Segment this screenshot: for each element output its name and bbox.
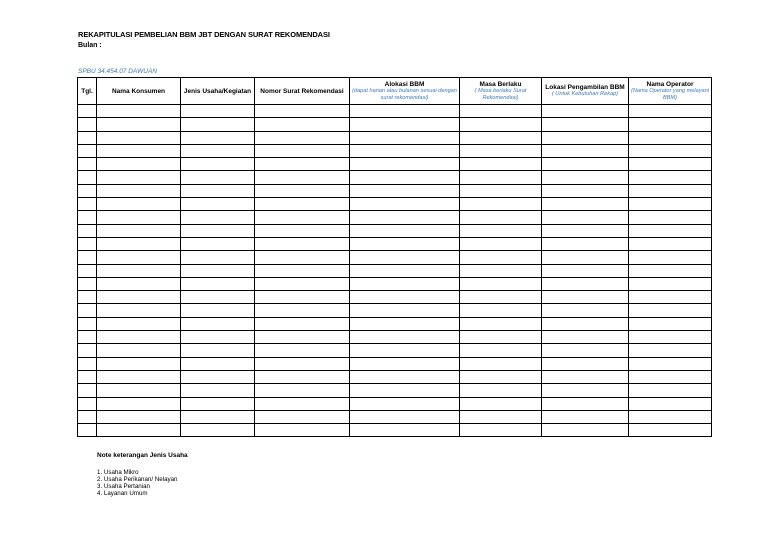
table-cell[interactable] [350,424,460,437]
table-cell[interactable] [542,198,629,211]
col-subheader-masa-berlaku: ( Masa berlaku Surat Rekomendasi) [474,88,527,101]
table-cell[interactable] [350,304,460,317]
table-cell[interactable] [350,211,460,224]
table-cell[interactable] [542,211,629,224]
table-cell[interactable] [97,224,181,237]
col-subheader-lokasi-pengambilan: ( Untuk Kebutuhan Rekap) [551,91,619,98]
table-cell[interactable] [542,264,629,277]
table-cell[interactable] [460,171,542,184]
table-cell[interactable] [460,410,542,423]
table-cell[interactable] [97,144,181,157]
table-cell[interactable] [460,131,542,144]
table-cell[interactable] [460,357,542,370]
table-cell[interactable] [255,397,350,410]
table-body [78,105,712,437]
table-cell[interactable] [350,384,460,397]
table-cell[interactable] [629,397,712,410]
table-cell[interactable] [542,171,629,184]
table-cell[interactable] [78,184,97,197]
table-cell[interactable] [181,331,255,344]
table-cell[interactable] [629,131,712,144]
table-cell[interactable] [255,251,350,264]
table-cell[interactable] [97,317,181,330]
table-row [78,251,712,264]
table-cell[interactable] [542,105,629,118]
col-header-tgl: Tgl. [78,78,97,105]
table-cell[interactable] [350,410,460,423]
table-cell[interactable] [97,277,181,290]
note-item: 2. Usaha Perikanan/ Nelayan [97,476,178,483]
col-header-masa-berlaku: Masa Berlaku ( Masa berlaku Surat Rekomendasi) [460,78,542,105]
table-cell[interactable] [181,144,255,157]
table-cell[interactable] [350,118,460,131]
table-cell[interactable] [629,264,712,277]
table-cell[interactable] [97,118,181,131]
table-cell[interactable] [181,384,255,397]
table-cell[interactable] [460,251,542,264]
table-cell[interactable] [542,344,629,357]
table-cell[interactable] [78,211,97,224]
table-cell[interactable] [181,184,255,197]
table-cell[interactable] [97,251,181,264]
table-cell[interactable] [542,131,629,144]
table-cell[interactable] [97,237,181,250]
table-cell[interactable] [542,357,629,370]
note-item: 3. Usaha Pertanian [97,483,150,490]
table-cell[interactable] [460,304,542,317]
table-cell[interactable] [460,198,542,211]
table-cell[interactable] [350,331,460,344]
col-header-lokasi-pengambilan: Lokasi Pengambilan BBM ( Untuk Kebutuhan Rekap) [542,78,629,105]
table-cell[interactable] [78,410,97,423]
table-header-row [78,78,712,105]
table-cell[interactable] [255,277,350,290]
table-cell[interactable] [350,131,460,144]
table-cell[interactable] [350,317,460,330]
table-cell[interactable] [181,198,255,211]
table-cell[interactable] [97,171,181,184]
table-cell[interactable] [350,184,460,197]
table-cell[interactable] [629,291,712,304]
table-cell[interactable] [542,251,629,264]
table-cell[interactable] [97,291,181,304]
table-cell[interactable] [255,410,350,423]
table-cell[interactable] [97,384,181,397]
table-cell[interactable] [350,105,460,118]
table-cell[interactable] [181,131,255,144]
table-cell[interactable] [542,424,629,437]
table-cell[interactable] [542,237,629,250]
col-header-nama-konsumen: Nama Konsumen [97,78,181,105]
table-cell[interactable] [255,198,350,211]
table-cell[interactable] [629,277,712,290]
table-row [78,291,712,304]
table-cell[interactable] [181,171,255,184]
table-cell[interactable] [97,370,181,383]
table-cell[interactable] [181,105,255,118]
table-cell[interactable] [181,317,255,330]
table-cell[interactable] [181,370,255,383]
table-cell[interactable] [181,118,255,131]
table-cell[interactable] [78,144,97,157]
table-cell[interactable] [629,304,712,317]
table-cell[interactable] [629,251,712,264]
table-cell[interactable] [78,291,97,304]
table-cell[interactable] [629,171,712,184]
table-cell[interactable] [255,237,350,250]
table-cell[interactable] [78,357,97,370]
table-cell[interactable] [460,277,542,290]
table-cell[interactable] [460,211,542,224]
table-cell[interactable] [181,291,255,304]
table-cell[interactable] [78,397,97,410]
table-cell[interactable] [542,184,629,197]
table-cell[interactable] [255,370,350,383]
table-cell[interactable] [255,317,350,330]
table-cell[interactable] [350,277,460,290]
table-cell[interactable] [350,144,460,157]
table-row [78,211,712,224]
table-row [78,277,712,290]
table-row [78,317,712,330]
table-cell[interactable] [255,158,350,171]
note-heading: Note keterangan Jenis Usaha [97,452,188,459]
table-cell[interactable] [629,211,712,224]
table-cell[interactable] [629,198,712,211]
table-row [78,198,712,211]
table-cell[interactable] [542,384,629,397]
table-cell[interactable] [78,131,97,144]
table-cell[interactable] [350,198,460,211]
table-cell[interactable] [460,331,542,344]
table-cell[interactable] [181,237,255,250]
table-row [78,171,712,184]
table-cell[interactable] [629,105,712,118]
table-row [78,144,712,157]
table-cell[interactable] [97,304,181,317]
table-cell[interactable] [97,184,181,197]
table-cell[interactable] [78,118,97,131]
table-cell[interactable] [97,424,181,437]
table-cell[interactable] [629,357,712,370]
table-cell[interactable] [78,198,97,211]
table-cell[interactable] [97,264,181,277]
table-cell[interactable] [181,304,255,317]
col-subheader-alokasi-bbm: (dapat harian atau bulanan sesuai dengan surat rekomendasi) [352,88,457,101]
table-cell[interactable] [181,410,255,423]
table-cell[interactable] [460,291,542,304]
table-cell[interactable] [181,211,255,224]
col-subheader-nama-operator: (Nama Operator yang melayani BBM) [630,88,710,101]
spbu-label: SPBU 34.454.07 DAWUAN [78,68,157,75]
table-cell[interactable] [460,370,542,383]
note-item: 1. Usaha Mikro [97,469,139,476]
table-cell[interactable] [542,397,629,410]
table-cell[interactable] [350,397,460,410]
table-cell[interactable] [460,118,542,131]
table-cell[interactable] [97,357,181,370]
table-cell[interactable] [629,317,712,330]
document-title: REKAPITULASI PEMBELIAN BBM JBT DENGAN SURAT REKOMENDASI [78,30,330,39]
table-cell[interactable] [181,158,255,171]
table-cell[interactable] [181,344,255,357]
table-cell[interactable] [78,237,97,250]
table-row [78,357,712,370]
table-cell[interactable] [460,317,542,330]
note-item: 4. Layanan Umum [97,490,148,497]
table-cell[interactable] [629,344,712,357]
table-cell[interactable] [460,224,542,237]
table-cell[interactable] [460,237,542,250]
table-cell[interactable] [78,251,97,264]
table-cell[interactable] [542,118,629,131]
table-cell[interactable] [629,331,712,344]
table-cell[interactable] [460,384,542,397]
table-cell[interactable] [460,264,542,277]
col-header-nomor-surat: Nomor Surat Rekomendasi [255,78,350,105]
note-list [97,469,178,497]
table-row [78,424,712,437]
table-cell[interactable] [181,277,255,290]
table-cell[interactable] [181,424,255,437]
table-row [78,410,712,423]
table-cell[interactable] [460,424,542,437]
table-cell[interactable] [255,384,350,397]
table-cell[interactable] [97,331,181,344]
table-cell[interactable] [460,397,542,410]
table-cell[interactable] [255,357,350,370]
table-cell[interactable] [629,370,712,383]
bulan-label: Bulan : [78,42,102,49]
table-cell[interactable] [460,184,542,197]
table-cell[interactable] [97,158,181,171]
table-cell[interactable] [97,198,181,211]
table-cell[interactable] [629,118,712,131]
table-cell[interactable] [78,424,97,437]
col-header-nama-operator: Nama Operator (Nama Operator yang melayani BBM) [629,78,712,105]
table-cell[interactable] [460,144,542,157]
table-cell[interactable] [629,424,712,437]
table-cell[interactable] [350,370,460,383]
table-cell[interactable] [629,237,712,250]
table-cell[interactable] [78,158,97,171]
table-cell[interactable] [181,224,255,237]
table-cell[interactable] [255,424,350,437]
table-cell[interactable] [181,264,255,277]
table-cell[interactable] [78,384,97,397]
table-cell[interactable] [542,317,629,330]
table-cell[interactable] [78,171,97,184]
table-cell[interactable] [350,291,460,304]
table-cell[interactable] [78,344,97,357]
table-row [78,370,712,383]
table-cell[interactable] [255,144,350,157]
table-row [78,304,712,317]
table-row [78,158,712,171]
table-cell[interactable] [78,224,97,237]
table-cell[interactable] [629,158,712,171]
table-cell[interactable] [542,224,629,237]
table-cell[interactable] [629,410,712,423]
recap-table [77,77,712,437]
table-row [78,237,712,250]
table-cell[interactable] [460,158,542,171]
table-cell[interactable] [542,370,629,383]
table-cell[interactable] [78,304,97,317]
table-cell[interactable] [542,410,629,423]
table-row [78,105,712,118]
table-cell[interactable] [460,344,542,357]
table-row [78,397,712,410]
table-row [78,384,712,397]
table-cell[interactable] [255,264,350,277]
table-row [78,184,712,197]
col-header-alokasi-bbm: Alokasi BBM (dapat harian atau bulanan sesuai dengan surat rekomendasi) [350,78,460,105]
table-cell[interactable] [255,118,350,131]
table-cell[interactable] [350,344,460,357]
col-header-jenis-usaha: Jenis Usaha/Kegiatan [181,78,255,105]
table-cell[interactable] [350,357,460,370]
table-cell[interactable] [350,224,460,237]
table-cell[interactable] [542,291,629,304]
table-cell[interactable] [350,171,460,184]
table-cell[interactable] [97,211,181,224]
table-cell[interactable] [255,304,350,317]
table-cell[interactable] [255,211,350,224]
table-cell[interactable] [629,184,712,197]
table-cell[interactable] [97,344,181,357]
table-cell[interactable] [629,144,712,157]
table-cell[interactable] [542,277,629,290]
table-cell[interactable] [78,370,97,383]
table-cell[interactable] [350,158,460,171]
table-row [78,331,712,344]
table-cell[interactable] [255,344,350,357]
table-cell[interactable] [181,397,255,410]
table-cell[interactable] [97,105,181,118]
table-cell[interactable] [97,131,181,144]
table-cell[interactable] [629,384,712,397]
table-cell[interactable] [542,158,629,171]
table-cell[interactable] [78,277,97,290]
table-cell[interactable] [460,105,542,118]
table-cell[interactable] [78,317,97,330]
table-cell[interactable] [350,264,460,277]
table-cell[interactable] [181,251,255,264]
table-cell[interactable] [350,237,460,250]
table-cell[interactable] [78,331,97,344]
table-cell[interactable] [255,131,350,144]
table-row [78,131,712,144]
table-cell[interactable] [255,291,350,304]
table-cell[interactable] [255,171,350,184]
table-cell[interactable] [542,144,629,157]
table-cell[interactable] [255,184,350,197]
table-row [78,224,712,237]
table-cell[interactable] [255,331,350,344]
table-cell[interactable] [542,331,629,344]
table-cell[interactable] [78,264,97,277]
table-cell[interactable] [97,397,181,410]
table-row [78,264,712,277]
table-cell[interactable] [78,105,97,118]
table-cell[interactable] [350,251,460,264]
table-cell[interactable] [629,224,712,237]
table-cell[interactable] [181,357,255,370]
table-row [78,118,712,131]
table-row [78,344,712,357]
table-cell[interactable] [255,224,350,237]
table-cell[interactable] [542,304,629,317]
table-cell[interactable] [255,105,350,118]
table-cell[interactable] [97,410,181,423]
